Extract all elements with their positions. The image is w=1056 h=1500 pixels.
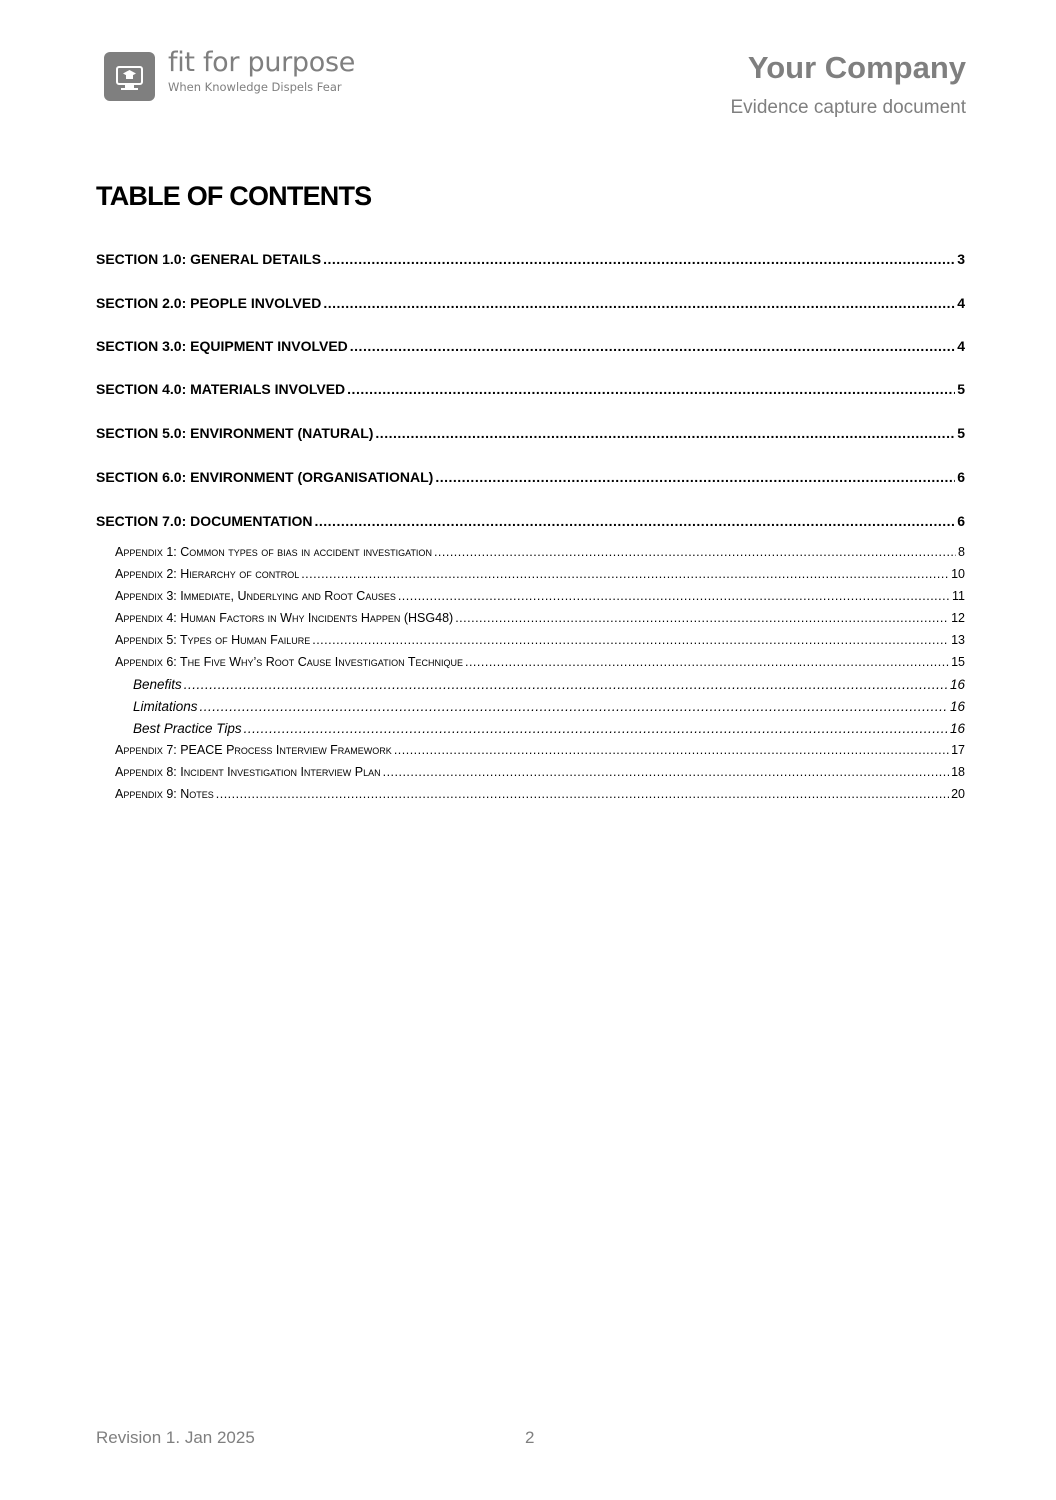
toc-leader — [434, 545, 956, 559]
toc-entry-page: 16 — [949, 699, 965, 714]
logo-name: fit for purpose — [168, 47, 356, 78]
toc-entry-page: 18 — [951, 765, 965, 779]
toc-leader — [184, 677, 948, 692]
toc-entry-page: 15 — [951, 655, 965, 669]
toc-leader — [375, 425, 955, 441]
toc-entry-title: SECTION 4.0: MATERIALS INVOLVED — [96, 381, 346, 397]
toc-entry-title: SECTION 5.0: ENVIRONMENT (NATURAL) — [96, 425, 374, 441]
toc-leader — [200, 699, 948, 714]
toc-entry-appendix-4[interactable] — [96, 611, 965, 625]
toc-entry-section-7[interactable] — [96, 513, 965, 529]
toc-entry-appendix-5[interactable] — [96, 633, 965, 647]
toc-leader — [323, 295, 955, 311]
toc-entry-title: Appendix 4: Human Factors in Why Incidents Happen (HSG48) — [115, 611, 454, 625]
toc-entry-title: Appendix 2: Hierarchy of control — [115, 567, 300, 581]
toc-heading: TABLE OF CONTENTS — [96, 181, 372, 211]
toc-entry-page: 12 — [951, 611, 965, 625]
toc-entry-title: Appendix 3: Immediate, Underlying and Root Causes — [115, 589, 396, 603]
toc-entry-title: Appendix 5: Types of Human Failure — [115, 633, 311, 647]
toc-entry-section-4[interactable] — [96, 381, 965, 397]
toc-leader — [465, 655, 949, 669]
toc-entry-page: 6 — [957, 469, 965, 485]
toc-entry-appendix-7[interactable] — [96, 743, 965, 757]
footer-page-number: 2 — [525, 1428, 535, 1447]
toc-leader — [315, 513, 956, 529]
toc-leader — [301, 567, 949, 581]
toc-leader — [347, 381, 955, 397]
toc-leader — [455, 611, 949, 625]
toc-entry-page: 4 — [957, 338, 965, 354]
toc-entry-appendix-6[interactable] — [96, 655, 965, 669]
toc-entry-title: Limitations — [133, 699, 198, 714]
table-of-contents — [96, 0, 965, 1500]
toc-entry-title: Appendix 6: The Five Why’s Root Cause Investigation Technique — [115, 655, 463, 669]
toc-entry-appendix-8[interactable] — [96, 765, 965, 779]
toc-entry-page: 8 — [958, 545, 965, 559]
toc-entry-page: 6 — [957, 513, 965, 529]
toc-entry-page: 5 — [957, 425, 965, 441]
toc-entry-appendix-1[interactable] — [96, 545, 965, 559]
toc-leader — [216, 787, 949, 801]
toc-entry-section-2[interactable] — [96, 295, 965, 311]
footer-revision: Revision 1. Jan 2025 — [96, 1428, 255, 1447]
toc-leader — [323, 251, 955, 267]
toc-entry-section-3[interactable] — [96, 338, 965, 354]
toc-entry-page: 4 — [957, 295, 965, 311]
toc-leader — [312, 633, 949, 647]
toc-entry-title: Appendix 1: Common types of bias in accident investigation — [115, 545, 432, 559]
toc-entry-page: 11 — [952, 589, 965, 603]
toc-entry-page: 17 — [951, 743, 965, 757]
toc-entry-page: 20 — [951, 787, 965, 801]
toc-entry-page: 3 — [957, 251, 965, 267]
toc-entry-page: 10 — [951, 567, 965, 581]
toc-entry-title: SECTION 7.0: DOCUMENTATION — [96, 513, 313, 529]
toc-entry-page: 16 — [949, 721, 965, 736]
toc-entry-appendix-3[interactable] — [96, 589, 965, 603]
toc-entry-page: 13 — [951, 633, 965, 647]
toc-entry-benefits[interactable] — [96, 677, 965, 692]
toc-leader — [244, 721, 948, 736]
toc-leader — [394, 743, 949, 757]
toc-entry-title: Appendix 9: Notes — [115, 787, 214, 801]
company-name: Your Company — [747, 50, 966, 85]
toc-entry-title: SECTION 2.0: PEOPLE INVOLVED — [96, 295, 322, 311]
toc-entry-section-1[interactable] — [96, 251, 965, 267]
toc-entry-title: SECTION 1.0: GENERAL DETAILS — [96, 251, 322, 267]
toc-entry-appendix-2[interactable] — [96, 567, 965, 581]
toc-entry-section-5[interactable] — [96, 425, 965, 441]
toc-entry-title: Appendix 8: Incident Investigation Interview Plan — [115, 765, 381, 779]
toc-entry-page: 5 — [957, 381, 965, 397]
toc-entry-title: Appendix 7: PEACE Process Interview Framework — [115, 743, 392, 757]
toc-leader — [398, 589, 950, 603]
toc-entry-title: SECTION 3.0: EQUIPMENT INVOLVED — [96, 338, 348, 354]
logo-tagline: When Knowledge Dispels Fear — [168, 80, 342, 94]
toc-entry-limitations[interactable] — [96, 699, 965, 714]
toc-entry-section-6[interactable] — [96, 469, 965, 485]
toc-entry-appendix-9[interactable] — [96, 787, 965, 801]
toc-leader — [350, 338, 955, 354]
toc-leader — [383, 765, 950, 779]
toc-entry-best-practice-tips[interactable] — [96, 721, 965, 736]
toc-entry-page: 16 — [949, 677, 965, 692]
toc-entry-title: Best Practice Tips — [133, 721, 242, 736]
document-subtitle: Evidence capture document — [730, 97, 966, 118]
toc-leader — [435, 469, 955, 485]
toc-entry-title: Benefits — [133, 677, 182, 692]
toc-entry-title: SECTION 6.0: ENVIRONMENT (ORGANISATIONAL) — [96, 469, 434, 485]
